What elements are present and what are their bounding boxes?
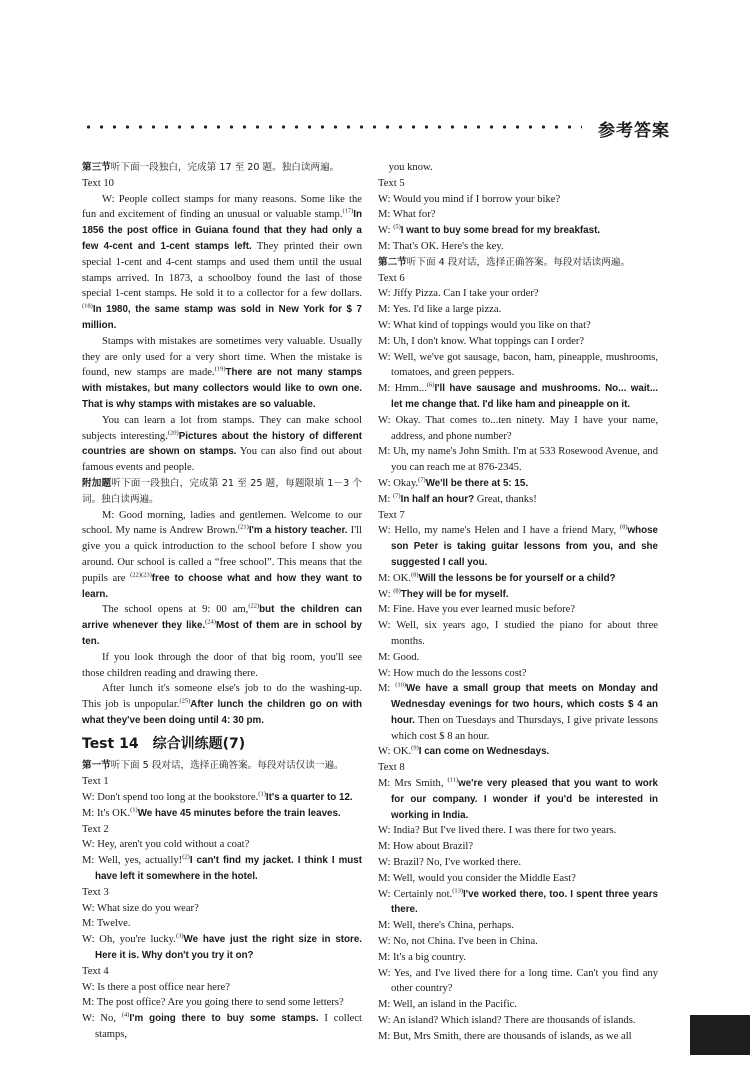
dialogue-line bbox=[378, 286, 658, 302]
question-number: (24) bbox=[205, 618, 216, 626]
plain-text: M: OK. bbox=[378, 572, 411, 584]
dialogue-line bbox=[378, 839, 658, 855]
dialogue-line bbox=[378, 334, 658, 350]
dialogue-line bbox=[82, 980, 362, 996]
plain-text: W: No, bbox=[82, 1013, 122, 1025]
dialogue-line bbox=[378, 413, 658, 445]
plain-text: M: Mrs Smith, bbox=[378, 778, 448, 790]
question-number: (20) bbox=[167, 429, 179, 437]
dialogue-line bbox=[378, 776, 658, 823]
plain-text: W: Okay. That comes to...ten ninety. May I have your name, address, and phone number? bbox=[378, 414, 658, 442]
corner-mark bbox=[690, 1015, 750, 1055]
plain-text: W: Is there a post office near here? bbox=[82, 981, 230, 993]
plain-text: M: That's OK. Here's the key. bbox=[378, 240, 504, 252]
question-number: (8) bbox=[410, 571, 419, 579]
paragraph bbox=[82, 192, 362, 334]
plain-text: M: The post office? Are you going there to send some letters? bbox=[82, 997, 344, 1009]
dialogue-line bbox=[378, 934, 658, 950]
question-number: (6) bbox=[426, 381, 435, 389]
dialogue-line bbox=[378, 855, 658, 871]
section-instruction bbox=[82, 758, 362, 774]
plain-text: W: Would you mind if I borrow your bike? bbox=[378, 193, 561, 205]
plain-text: M: Well, would you consider the Middle East? bbox=[378, 872, 576, 884]
question-number: (8) bbox=[619, 523, 628, 531]
plain-text: W: OK. bbox=[378, 746, 412, 758]
dialogue-line bbox=[378, 650, 658, 666]
answer-text: Pictures about the history of different countries are shown on stamps. bbox=[82, 430, 362, 458]
section-text: 听下面 4 段对话，选择正确答案。每段对话读两遍。 bbox=[406, 256, 631, 268]
text-label: Text 7 bbox=[378, 509, 405, 521]
plain-text: W: bbox=[378, 225, 394, 237]
paragraph bbox=[82, 508, 362, 603]
question-number: (2) bbox=[182, 853, 190, 861]
dialogue-line bbox=[82, 1011, 362, 1043]
section-text: 听下面一段独白，完成第 21 至 25 题，每题限填 1－3 个词。独白读两遍。 bbox=[82, 477, 363, 505]
plain-text: M: Well, an island in the Pacific. bbox=[378, 999, 517, 1011]
text-label: Text 1 bbox=[82, 776, 109, 788]
plain-text: you know. bbox=[378, 162, 433, 173]
text-label: Text 3 bbox=[82, 886, 109, 898]
dialogue-line bbox=[378, 444, 658, 476]
dialogue-line bbox=[82, 806, 362, 822]
plain-text: M: Fine. Have you ever learned music before? bbox=[378, 604, 576, 616]
section-text: 听下面 5 段对话，选择正确答案。每段对话仅读一遍。 bbox=[110, 760, 344, 772]
plain-text: W: Oh, you're lucky. bbox=[82, 934, 176, 946]
question-number: (22)(23) bbox=[130, 571, 152, 579]
dialogue-line bbox=[378, 618, 658, 650]
section-label: 第一节 bbox=[82, 760, 111, 772]
plain-text: W: No, not China. I've been in China. bbox=[378, 936, 538, 948]
plain-text: After lunch it's someone else's job to do the washing-up. This job is unpopular. bbox=[82, 683, 362, 711]
question-number: (21) bbox=[237, 523, 249, 531]
dialogue-line bbox=[378, 350, 658, 382]
question-number: (19) bbox=[214, 365, 226, 373]
section-label: 第三节 bbox=[82, 162, 111, 173]
answer-text: We have 45 minutes before the train leaves. bbox=[137, 807, 341, 819]
section-text: 听下面一段独白，完成第 17 至 20 题。独白读两遍。 bbox=[110, 162, 340, 173]
dialogue-line bbox=[378, 160, 658, 176]
answer-text: Most of them are in school by ten. bbox=[82, 620, 362, 647]
plain-text: M: Uh, my name's John Smith. I'm at 533 Rosewood Avenue, and you can reach me at 876-2345. bbox=[378, 446, 658, 474]
dialogue-line bbox=[378, 476, 658, 492]
left-column bbox=[82, 160, 362, 1043]
plain-text: M: It's a big country. bbox=[378, 951, 467, 963]
plain-text: If you look through the door of that big room, you'll see those children reading and drawing there. bbox=[82, 651, 362, 679]
section-instruction bbox=[378, 255, 658, 271]
answer-text: I'll have sausage and mushrooms. No... wait... let me change that. I'd like ham and pineapple on it. bbox=[391, 383, 658, 410]
answer-text: whose son Peter is taking guitar lessons from you, and she suggested I call you. bbox=[391, 525, 658, 568]
plain-text: W: Certainly not. bbox=[378, 888, 453, 900]
dialogue-line bbox=[378, 744, 658, 760]
dialogue-line bbox=[378, 223, 658, 239]
question-number: (17) bbox=[342, 207, 354, 215]
answer-text: There are not many stamps with mistakes, but many collectors would like to own one. That is why stamps with mistakes are so valuable. bbox=[82, 367, 362, 410]
section-label: 附加题 bbox=[82, 477, 112, 489]
question-number: (22) bbox=[248, 602, 260, 610]
dialogue-line bbox=[82, 901, 362, 917]
plain-text: M: What for? bbox=[378, 209, 436, 221]
plain-text: M: Good. bbox=[378, 651, 420, 663]
question-number: (3) bbox=[175, 932, 184, 940]
plain-text: Great, thanks! bbox=[474, 493, 537, 505]
answer-text: In half an hour? bbox=[400, 493, 475, 505]
dialogue-line bbox=[378, 666, 658, 682]
plain-text: I collect stamps, bbox=[95, 1013, 362, 1041]
plain-text: W: Jiffy Pizza. Can I take your order? bbox=[378, 288, 539, 300]
text-label: Text 5 bbox=[378, 177, 405, 189]
plain-text: You can also find out about famous events and people. bbox=[82, 446, 362, 474]
plain-text: W: bbox=[378, 588, 394, 600]
section-instruction bbox=[82, 476, 362, 508]
plain-text: Then on Tuesdays and Thursdays, I give private lessons which cost $ 8 an hour. bbox=[391, 714, 658, 742]
question-number: (1) bbox=[258, 790, 266, 798]
plain-text: W: Hey, aren't you cold without a coat? bbox=[82, 839, 250, 851]
dialogue-line bbox=[378, 587, 658, 603]
answer-text: we're very pleased that you want to work for our company. I wonder if you'd be interested in working in India. bbox=[391, 778, 658, 821]
dotted-rule bbox=[82, 120, 582, 134]
plain-text: W: An island? Which island? There are thousands of islands. bbox=[378, 1015, 636, 1027]
text-label: Text 2 bbox=[82, 823, 109, 835]
question-number: (5) bbox=[393, 223, 401, 231]
answer-text: I'm a history teacher. bbox=[248, 525, 348, 537]
dialogue-line bbox=[378, 302, 658, 318]
dialogue-line bbox=[378, 492, 658, 508]
answer-text: We'll be there at 5: 15. bbox=[425, 477, 529, 489]
plain-text: W: Well, six years ago, I studied the piano for about three months. bbox=[378, 620, 658, 647]
plain-text: M: Good morning, ladies and gentlemen. Welcome to our school. My name is Andrew Brown. bbox=[82, 509, 362, 537]
question-number: (7) bbox=[418, 476, 426, 484]
section-label: 第二节 bbox=[378, 256, 407, 268]
answer-text: I've worked there, too. I spent three years there. bbox=[391, 888, 658, 916]
plain-text: The school opens at 9: 00 am, bbox=[102, 604, 249, 616]
answer-text: In 1856 the post office in Guiana found that they had only a few 4-cent and 1-cent stamps left. bbox=[82, 209, 362, 252]
plain-text: W: Don't spend too long at the bookstore. bbox=[82, 792, 259, 804]
question-number: (10) bbox=[395, 681, 407, 689]
answer-text: It's a quarter to 12. bbox=[265, 792, 353, 804]
dialogue-line bbox=[378, 381, 658, 413]
paragraph bbox=[82, 413, 362, 476]
question-number: (8) bbox=[393, 586, 401, 594]
plain-text: M: bbox=[378, 683, 396, 695]
paragraph bbox=[82, 650, 362, 682]
section-instruction bbox=[82, 160, 362, 176]
plain-text: M: Hmm... bbox=[378, 383, 427, 395]
answer-text: I'm going there to buy some stamps. bbox=[129, 1013, 319, 1025]
plain-text: W: Well, we've got sausage, bacon, ham, pineapple, mushrooms, tomatoes, and green peppers. bbox=[378, 351, 658, 379]
dialogue-line bbox=[82, 853, 362, 885]
text-label: Text 4 bbox=[82, 965, 109, 977]
answer-text: Will the lessons be for yourself or a child? bbox=[418, 572, 616, 584]
plain-text: M: Well, there's China, perhaps. bbox=[378, 920, 514, 932]
dialogue-line bbox=[378, 681, 658, 744]
plain-text: M: bbox=[378, 493, 394, 505]
question-number: (1) bbox=[130, 806, 138, 814]
plain-text: M: How about Brazil? bbox=[378, 841, 474, 853]
plain-text: M: Twelve. bbox=[82, 918, 131, 930]
question-number: (18) bbox=[82, 302, 93, 310]
dialogue-line bbox=[378, 918, 658, 934]
plain-text: Stamps with mistakes are sometimes very valuable. Usually they are only used for a very short time. When the mistake is found, new stamps are made. bbox=[82, 335, 362, 379]
plain-text: W: Hello, my name's Helen and I have a friend Mary, bbox=[378, 525, 620, 537]
answer-text: They will be for myself. bbox=[400, 588, 509, 600]
question-number: (25) bbox=[179, 697, 191, 705]
answer-text: I can't find my jacket. I think I must have left it somewhere in the hotel. bbox=[95, 855, 362, 883]
paragraph bbox=[82, 602, 362, 649]
answer-text: We have a small group that meets on Monday and Wednesday evenings for two hours, which costs $ 4 an hour. bbox=[391, 683, 658, 726]
answer-text: We have just the right size in store. Here it is. Why don't you try it on? bbox=[95, 934, 362, 962]
dialogue-line bbox=[378, 602, 658, 618]
plain-text: W: How much do the lessons cost? bbox=[378, 667, 527, 679]
text-label: Text 6 bbox=[378, 272, 405, 284]
paragraph bbox=[82, 334, 362, 413]
plain-text: M: Well, yes, actually! bbox=[82, 855, 183, 867]
answer-text: I want to buy some bread for my breakfast. bbox=[400, 225, 601, 237]
plain-text: M: It's OK. bbox=[82, 807, 131, 819]
plain-text: W: India? But I've lived there. I was there for two years. bbox=[378, 825, 617, 837]
question-number: (7) bbox=[393, 492, 401, 500]
dialogue-line bbox=[378, 871, 658, 887]
page-header bbox=[0, 0, 750, 150]
paragraph bbox=[82, 681, 362, 728]
question-number: (13) bbox=[452, 887, 464, 895]
plain-text: W: People collect stamps for many reasons. Some like the fun and excitement of finding an unusual or valuable stamp. bbox=[82, 193, 362, 221]
answer-text: In 1980, the same stamp was sold in New York for $ 7 million. bbox=[82, 304, 362, 331]
plain-text: They printed their own special 1-cent and 4-cent stamps and used them until the usual stamps arrived. In 1873, a schoolboy found the last of those special 1-cent stamps. He sold it to a collector for a few dollars. bbox=[82, 240, 362, 300]
dialogue-line bbox=[378, 239, 658, 255]
plain-text: W: Brazil? No, I've worked there. bbox=[378, 857, 521, 869]
plain-text: M: But, Mrs Smith, there are thousands of islands, as we all bbox=[378, 1030, 632, 1042]
dialogue-line bbox=[378, 523, 658, 570]
plain-text: W: What kind of toppings would you like on that? bbox=[378, 319, 591, 331]
dialogue-line bbox=[378, 192, 658, 208]
plain-text: W: Yes, and I've lived there for a long time. Can't you find any other country? bbox=[378, 967, 658, 995]
dialogue-line bbox=[378, 1029, 658, 1045]
dialogue-line bbox=[82, 932, 362, 964]
dialogue-line bbox=[378, 571, 658, 587]
dialogue-line bbox=[378, 950, 658, 966]
test-title: Test 14 综合训练题(7) bbox=[82, 735, 246, 752]
text-label: Text 8 bbox=[378, 762, 405, 774]
text-label: Text 10 bbox=[82, 177, 114, 189]
plain-text: I'll give you a quick introduction to the school before I show you around. Our school is called a “free school”. This means that the pupils are bbox=[82, 525, 362, 584]
dialogue-line bbox=[82, 837, 362, 853]
dialogue-line bbox=[378, 823, 658, 839]
dialogue-line bbox=[378, 318, 658, 334]
right-column bbox=[378, 160, 658, 1045]
answer-text: I can come on Wednesdays. bbox=[418, 746, 550, 758]
dialogue-line bbox=[82, 916, 362, 932]
plain-text: W: Okay. bbox=[378, 477, 419, 489]
answer-text: but the children can arrive whenever they like. bbox=[82, 604, 362, 632]
plain-text: M: Yes. I'd like a large pizza. bbox=[378, 304, 502, 316]
plain-text: You can learn a lot from stamps. They can make school subjects interesting. bbox=[82, 414, 362, 442]
dialogue-line bbox=[82, 995, 362, 1011]
dialogue-line bbox=[378, 966, 658, 998]
page-title: 参考答案 bbox=[598, 121, 670, 141]
dialogue-line bbox=[82, 790, 362, 806]
dialogue-line bbox=[378, 887, 658, 919]
answer-text: After lunch the children go on with what they've been doing until 4: 30 pm. bbox=[82, 699, 362, 726]
plain-text: W: What size do you wear? bbox=[82, 902, 199, 914]
question-number: (9) bbox=[411, 744, 419, 752]
question-number: (11) bbox=[447, 776, 459, 784]
dialogue-line bbox=[378, 1013, 658, 1029]
plain-text: M: Uh, I don't know. What toppings can I order? bbox=[378, 335, 585, 347]
answer-text: free to choose what and how they want to learn. bbox=[82, 572, 362, 600]
dialogue-line bbox=[378, 997, 658, 1013]
question-number: (4) bbox=[121, 1011, 130, 1019]
dialogue-line bbox=[378, 207, 658, 223]
